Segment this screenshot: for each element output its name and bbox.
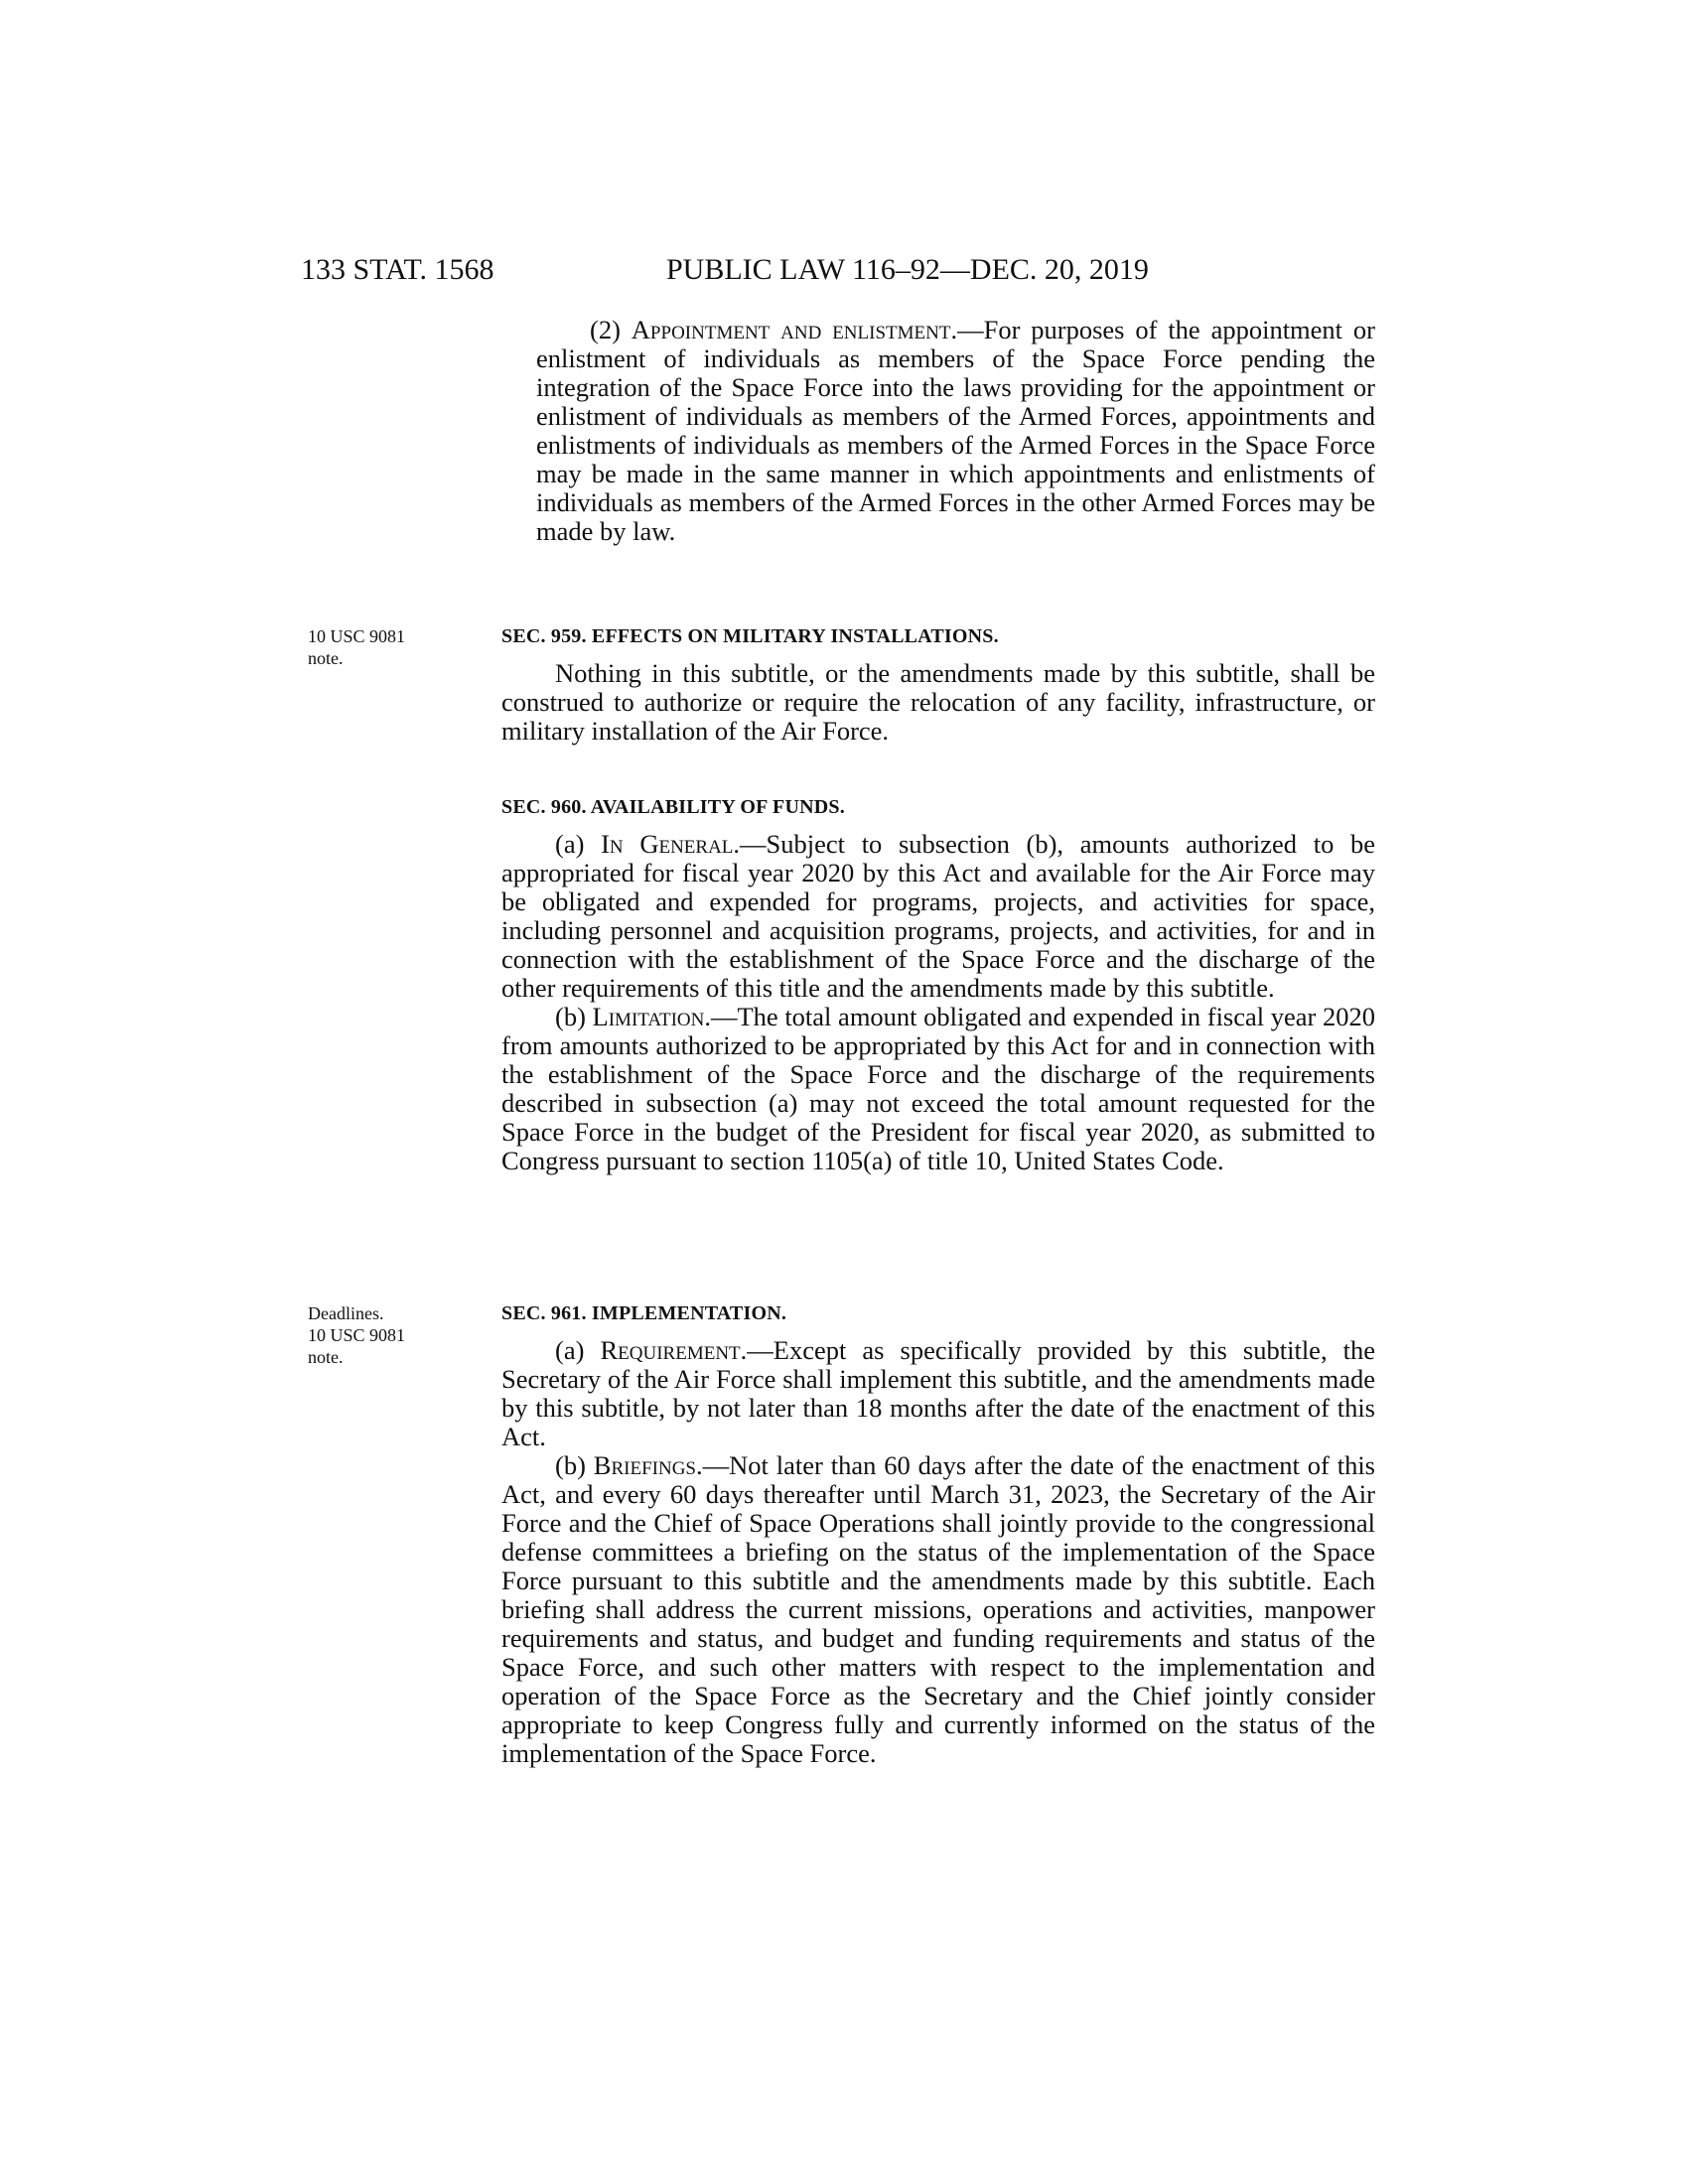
margin-note-line: note. bbox=[308, 648, 344, 668]
section-959 bbox=[501, 623, 1375, 746]
public-law-title: PUBLIC LAW 116–92—DEC. 20, 2019 bbox=[666, 253, 1149, 286]
subsection-a: (a) Requirement.—Except as specifically provided by this subtitle, the Secretary of the Air Force shall implement this subtitle, and the amendments made by this subtitle, by not later than 18 months after the date of the enactment of this Act. bbox=[501, 1335, 1376, 1451]
section-961 bbox=[501, 1300, 1375, 1768]
subsection-number: (b) bbox=[555, 1450, 586, 1480]
margin-note-line: 10 USC 9081 bbox=[308, 1325, 406, 1345]
subsection-number: (a) bbox=[555, 829, 585, 859]
margin-note-line: note. bbox=[308, 1347, 344, 1367]
subsection-text: The total amount obligated and expended in fiscal year 2020 from amounts authorized to be appropriated by this Act for and in connection with the establishment of the Space Force and the discharge of the requirements described in subsection (a) may not exceed the total amount requested for the Space Force in the budget of the President for fiscal year 2020, as submitted to Congress pursuant to section 1105(a) of title 10, United States Code. bbox=[501, 1002, 1376, 1175]
subsection-heading: Briefings bbox=[593, 1450, 696, 1480]
subsection-b: (b) Limitation.—The total amount obligated and expended in fiscal year 2020 from amounts authorized to be appropriated by this Act for and in connection with the establishment of the Space Force and the discharge of the requirements described in subsection (a) may not exceed the total amount requested for the Space Force in the budget of the President for fiscal year 2020, as submitted to Congress pursuant to section 1105(a) of title 10, United States Code. bbox=[501, 1002, 1376, 1175]
margin-note-sec-959 bbox=[308, 625, 457, 669]
para-number: (2) bbox=[590, 315, 621, 344]
subsection-text: Except as specifically provided by this subtitle, the Secretary of the Air Force shall implement this subtitle, and the amendments made by this subtitle, by not later than 18 months after the date of the enactment of this Act. bbox=[501, 1335, 1376, 1451]
margin-note-line: Deadlines. bbox=[308, 1303, 384, 1323]
para-appointment-enlistment: (2) Appointment and enlistment.—For purposes of the appointment or enlistment of individuals as members of the Space Force pending the integration of the Space Force into the laws providing for the appointment or enlistment of individuals as members of the Armed Forces, appointments and enlistments of individuals as members of the Armed Forces in the Space Force may be made in the same manner in which appointments and enlistments of individuals as members of the Armed Forces in the other Armed Forces may be made by law. bbox=[536, 315, 1375, 546]
subsection-b: (b) Briefings.—Not later than 60 days after the date of the enactment of this Act, and every 60 days thereafter until March 31, 2023, the Secretary of the Air Force and the Chief of Space Operations shall jointly provide to the congressional defense committees a briefing on the status of the implementation of the Space Force pursuant to this subtitle and the amendments made by this subtitle. Each briefing shall address the current missions, operations and activities, manpower requirements and status, and budget and funding requirements and status of the Space Force, and such other matters with respect to the implementation and operation of the Space Force as the Secretary and the Chief jointly consider appropriate to keep Congress fully and currently informed on the status of the implementation of the Space Force. bbox=[501, 1450, 1375, 1768]
subsection-text: Subject to subsection (b), amounts authorized to be appropriated for fiscal year 2020 by this Act and available for the Air Force may be obligated and expended for programs, projects, and activities for space, including personnel and acquisition programs, projects, and activities, for and in connection with the establishment of the Space Force and the discharge of the other requirements of this title and the amendments made by this subtitle. bbox=[501, 829, 1376, 1003]
subsection-number: (b) bbox=[555, 1002, 586, 1031]
section-text: Nothing in this subtitle, or the amendments made by this subtitle, shall be construed to authorize or require the relocation of any facility, infrastructure, or military installation of the Air Force. bbox=[501, 658, 1375, 746]
section-960 bbox=[501, 794, 1375, 1175]
section-heading: SEC. 961. IMPLEMENTATION. bbox=[501, 1302, 787, 1324]
subsection-number: (a) bbox=[555, 1335, 585, 1365]
para-heading: Appointment and enlistment bbox=[631, 315, 951, 344]
subsection-heading: In General bbox=[601, 829, 734, 859]
subsection-heading: Requirement bbox=[600, 1335, 741, 1365]
section-heading: SEC. 959. EFFECTS ON MILITARY INSTALLATIONS. bbox=[501, 625, 999, 647]
margin-note-sec-961 bbox=[308, 1302, 457, 1368]
subsection-text: Not later than 60 days after the date of the enactment of this Act, and every 60 days thereafter until March 31, 2023, the Secretary of the Air Force and the Chief of Space Operations shall jointly provide to the congressional defense committees a briefing on the status of the implementation of the Space Force pursuant to this subtitle and the amendments made by this subtitle. Each briefing shall address the current missions, operations and activities, manpower requirements and status, and budget and funding requirements and status of the Space Force, and such other matters with respect to the implementation and operation of the Space Force as the Secretary and the Chief jointly consider appropriate to keep Congress fully and currently informed on the status of the implementation of the Space Force. bbox=[501, 1450, 1375, 1768]
para-text: For purposes of the appointment or enlistment of individuals as members of the Space Force pending the integration of the Space Force into the laws providing for the appointment or enlistment of individuals as members of the Armed Forces, appointments and enlistments of individuals as members of the Armed Forces in the Space Force may be made in the same manner in which appointments and enlistments of individuals as members of the Armed Forces in the other Armed Forces may be made by law. bbox=[536, 315, 1375, 546]
subsection-heading: Limitation bbox=[592, 1002, 705, 1031]
subsection-a: (a) In General.—Subject to subsection (b), amounts authorized to be appropriated for fiscal year 2020 by this Act and available for the Air Force may be obligated and expended for programs, projects, and activities for space, including personnel and acquisition programs, projects, and activities, for and in connection with the establishment of the Space Force and the discharge of the other requirements of this title and the amendments made by this subtitle. bbox=[501, 829, 1376, 1003]
section-heading: SEC. 960. AVAILABILITY OF FUNDS. bbox=[501, 796, 845, 818]
running-head bbox=[301, 250, 1373, 290]
statute-page-number: 133 STAT. 1568 bbox=[301, 253, 494, 286]
margin-note-line: 10 USC 9081 bbox=[308, 626, 406, 646]
